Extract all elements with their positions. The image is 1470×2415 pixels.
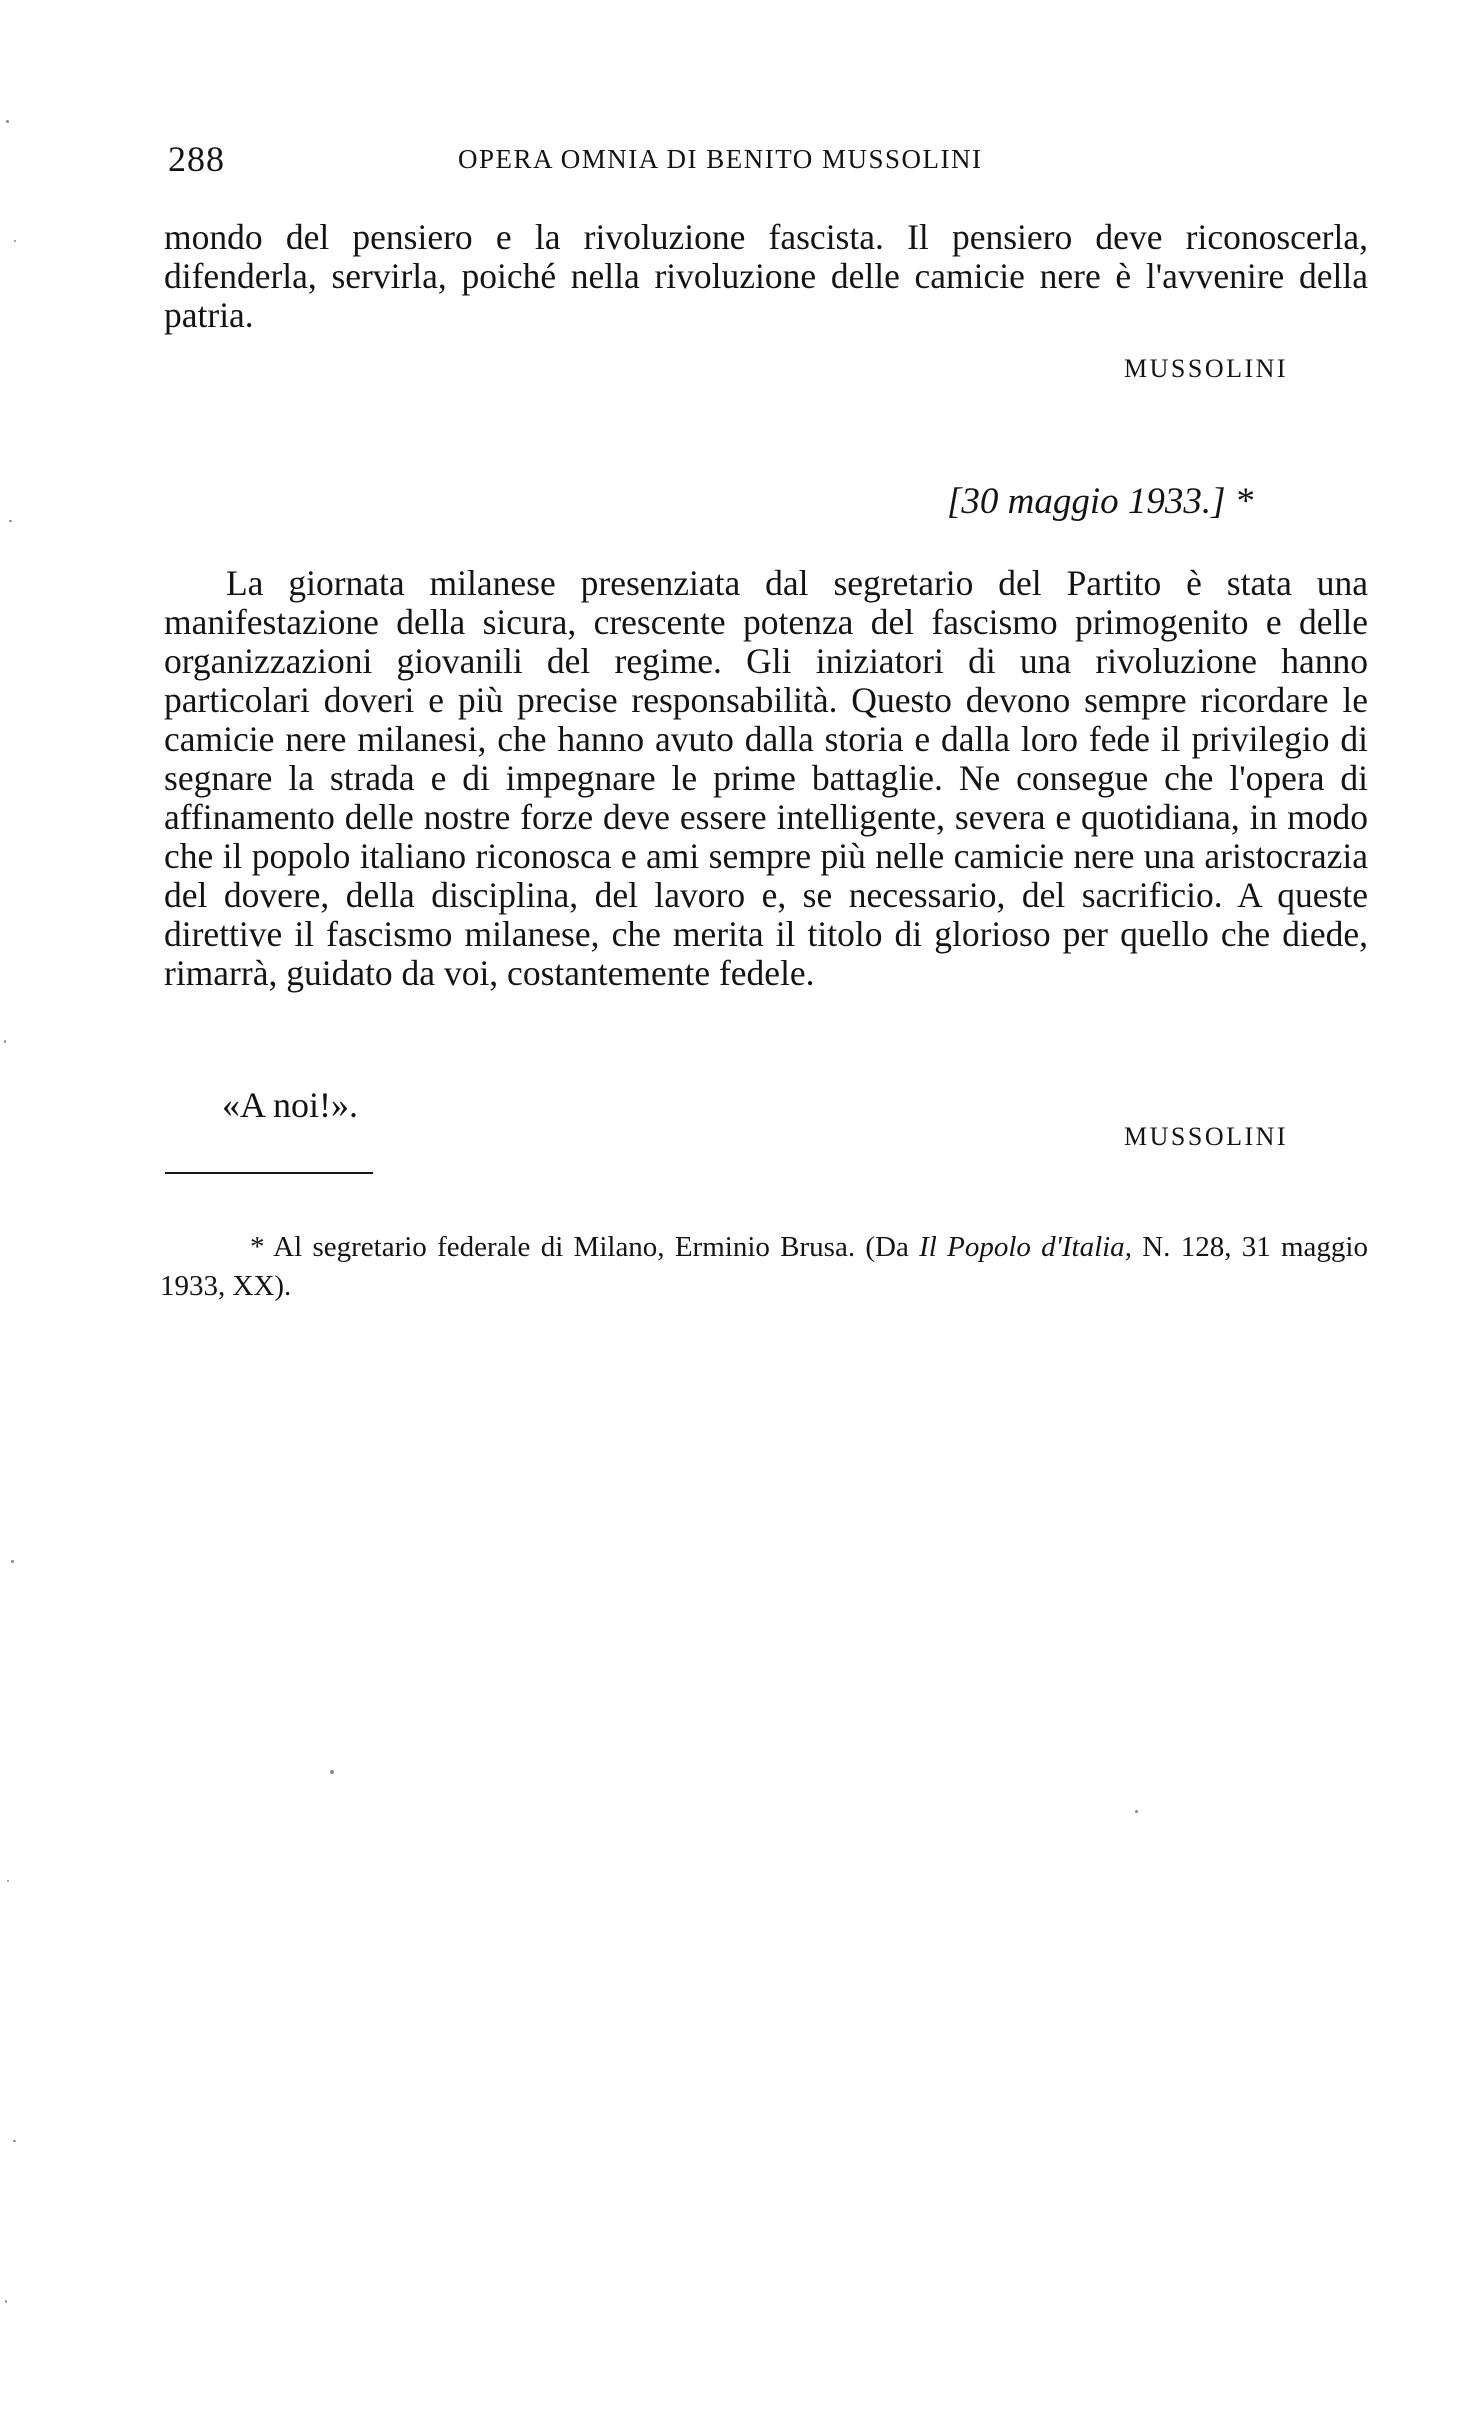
running-title: OPERA OMNIA DI BENITO MUSSOLINI (458, 144, 983, 174)
footnote-suffix: , N. 128, 31 maggio 1933, XX). (160, 1231, 1368, 1302)
footnote-divider (165, 1172, 373, 1174)
signature-first: MUSSOLINI (1124, 354, 1289, 383)
footnote-prefix: * Al segretario federale di Milano, Erminio Brusa. (Da (250, 1231, 920, 1263)
signature-second: MUSSOLINI (1124, 1122, 1289, 1151)
continuation-paragraph: mondo del pensiero e la rivoluzione fascista. Il pensiero deve riconoscerla, difenderla, servirla, poiché nella rivoluzione delle camicie nere è l'avvenire della patria. (164, 217, 1368, 335)
closing-salute: «A noi!». (222, 1085, 359, 1125)
main-paragraph: La giornata milanese presenziata dal segretario del Partito è stata una manifestazione della sicura, crescente potenza del fascismo primogenito e delle organizzazioni giovanili del regime. Gli iniziatori di una rivoluzione hanno particolari doveri e più precise responsabilità. Questo devono sempre ricordare le camicie nere milanesi, che hanno avuto dalla storia e dalla loro fede il privilegio di segnare la strada e di impegnare le prime battaglie. Ne consegue che l'opera di affinamento delle nostre forze deve essere intelligente, severa e quotidiana, in modo che il popolo italiano riconosca e ami sempre più nelle camicie nere una aristocrazia del dovere, della disciplina, del lavoro e, se necessario, del sacrificio. A queste direttive il fascismo milanese, che merita il titolo di glorioso per quello che diede, rimarrà, guidato da voi, costantemente fedele. (164, 563, 1368, 993)
page-header (168, 138, 1368, 188)
page-number: 288 (168, 139, 225, 179)
footnote-source-title: Il Popolo d'Italia (919, 1231, 1125, 1263)
date-line: [30 maggio 1933.] * (947, 481, 1254, 522)
footnote (160, 1228, 1368, 1306)
